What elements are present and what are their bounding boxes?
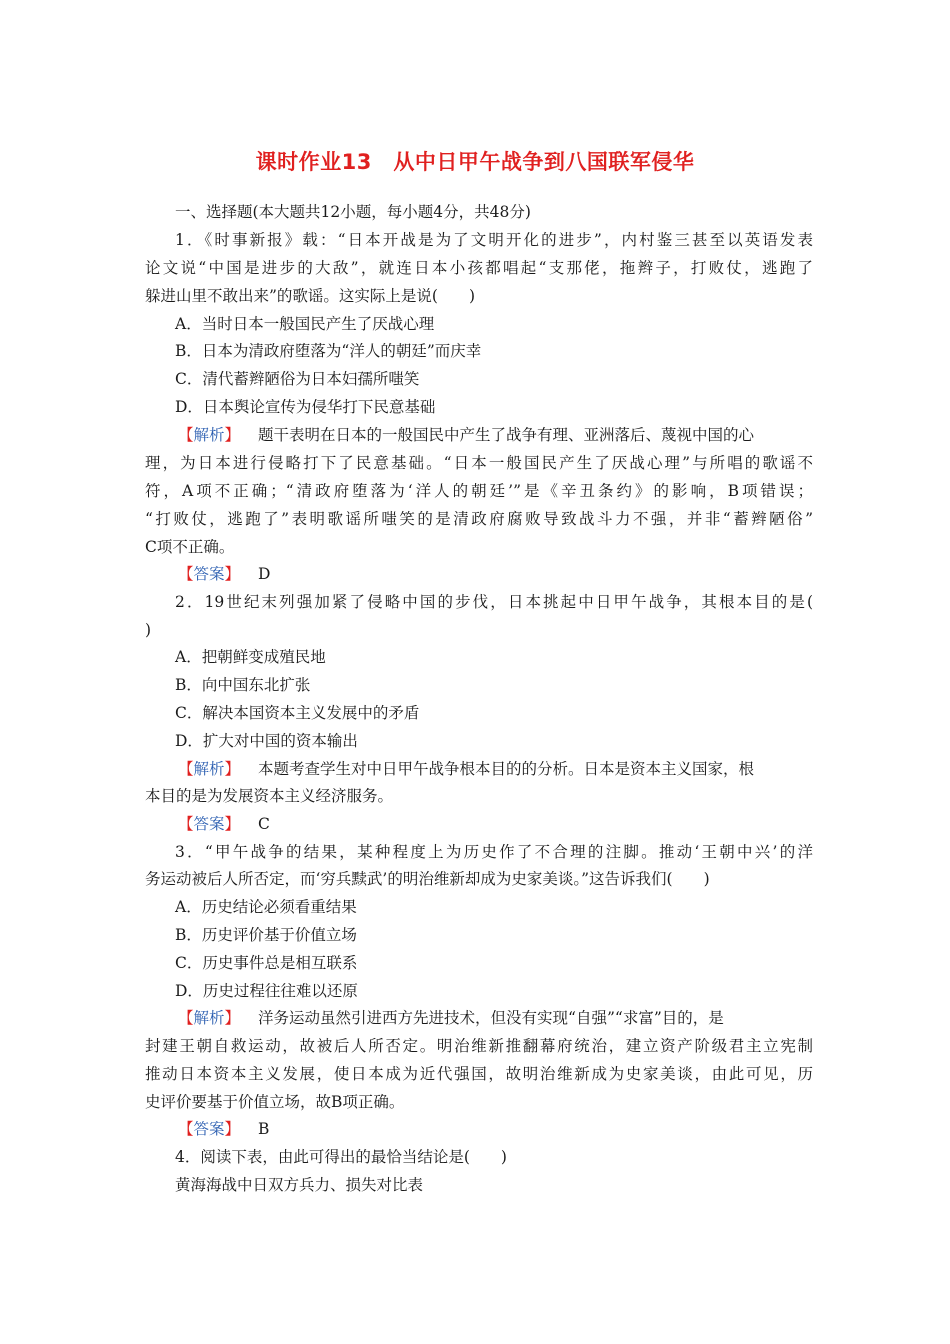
- q1-analysis-line: 符，A项不正确；“清政府堕落为‘洋人的朝廷’”是《辛丑条约》的影响，B项错误；: [145, 482, 813, 500]
- page-title: 课时作业13 从中日甲午战争到八国联军侵华: [255, 150, 695, 174]
- q3-option-a: A．历史结论必须看重结果: [175, 898, 357, 916]
- analysis-tag: 【解析】: [178, 760, 241, 778]
- q1-option-d: D．日本舆论宣传为侵华打下民意基础: [175, 398, 436, 416]
- analysis-tag: 【解析】: [178, 426, 241, 444]
- q1-option-a: A．当时日本一般国民产生了厌战心理: [175, 315, 435, 333]
- q4-table-title: 黄海海战中日双方兵力、损失对比表: [175, 1176, 424, 1194]
- q4-stem: 4．阅读下表，由此可得出的最恰当结论是( ): [175, 1148, 507, 1166]
- answer-tag: 【答案】: [178, 815, 241, 833]
- q3-option-c: C．历史事件总是相互联系: [175, 954, 358, 972]
- q1-option-c: C．清代蓄辫陋俗为日本妇孺所嗤笑: [175, 370, 420, 388]
- q1-analysis-first: 【解析】 题干表明在日本的一般国民中产生了战争有理、亚洲落后、蔑视中国的心: [178, 426, 755, 444]
- q2-option-c: C．解决本国资本主义发展中的矛盾: [175, 704, 420, 722]
- analysis-tag: 【解析】: [178, 1009, 241, 1027]
- q1-stem-line: 论文说“中国是进步的大敌”，就连日本小孩都唱起“支那佬，拖辫子，打败仗，逃跑了: [145, 259, 813, 277]
- q1-analysis-line: “打败仗，逃跑了”表明歌谣所嗤笑的是清政府腐败导致战斗力不强，并非“蓄辫陋俗”: [145, 510, 813, 528]
- q1-option-b: B．日本为清政府堕落为“洋人的朝廷”而庆幸: [175, 342, 482, 360]
- q3-analysis-line: 封建王朝自救运动，故被后人所否定。明治维新推翻幕府统治，建立资产阶级君主立宪制: [145, 1037, 813, 1055]
- answer-tag: 【答案】: [178, 565, 241, 583]
- q1-analysis-line: C项不正确。: [145, 538, 235, 556]
- q2-stem-line: 2．19世纪末列强加紧了侵略中国的步伐，日本挑起中日甲午战争，其根本目的是(: [175, 593, 813, 611]
- q3-stem-line: 3．“甲午战争的结果，某种程度上为历史作了不合理的注脚。推动‘王朝中兴’的洋: [175, 843, 813, 861]
- q2-option-a: A．把朝鲜变成殖民地: [175, 648, 326, 666]
- q3-option-b: B．历史评价基于价值立场: [175, 926, 357, 944]
- q3-analysis-first: 【解析】 洋务运动虽然引进西方先进技术，但没有实现“自强”“求富”目的，是: [178, 1009, 724, 1027]
- q3-answer: 【答案】 B: [178, 1120, 270, 1138]
- q2-stem-line: ): [145, 621, 152, 639]
- q2-answer: 【答案】 C: [178, 815, 270, 833]
- q2-option-b: B．向中国东北扩张: [175, 676, 311, 694]
- q3-option-d: D．历史过程往往难以还原: [175, 982, 358, 1000]
- q2-option-d: D．扩大对中国的资本输出: [175, 732, 358, 750]
- answer-tag: 【答案】: [178, 1120, 241, 1138]
- q3-analysis-line: 史评价要基于价值立场，故B项正确。: [145, 1093, 405, 1111]
- q1-stem-line: 躲进山里不敢出来”的歌谣。这实际上是说( ): [145, 287, 476, 305]
- q1-analysis-line: 理，为日本进行侵略打下了民意基础。“日本一般国民产生了厌战心理”与所唱的歌谣不: [145, 454, 813, 472]
- q3-stem-line: 务运动被后人所否定，而‘穷兵黩武’的明治维新却成为史家美谈。”这告诉我们( ): [145, 870, 710, 888]
- q1-answer: 【答案】 D: [178, 565, 271, 583]
- q3-analysis-line: 推动日本资本主义发展，使日本成为近代强国，故明治维新成为史家美谈，由此可见，历: [145, 1065, 813, 1083]
- q2-analysis-first: 【解析】 本题考查学生对中日甲午战争根本目的的分析。日本是资本主义国家，根: [178, 760, 755, 778]
- section-heading: 一、选择题(本大题共12小题，每小题4分，共48分): [175, 203, 531, 221]
- q2-analysis-line: 本目的是为发展资本主义经济服务。: [145, 787, 394, 805]
- q1-stem-line: 1．《时事新报》载：“日本开战是为了文明开化的进步”，内村鉴三甚至以英语发表: [175, 231, 813, 249]
